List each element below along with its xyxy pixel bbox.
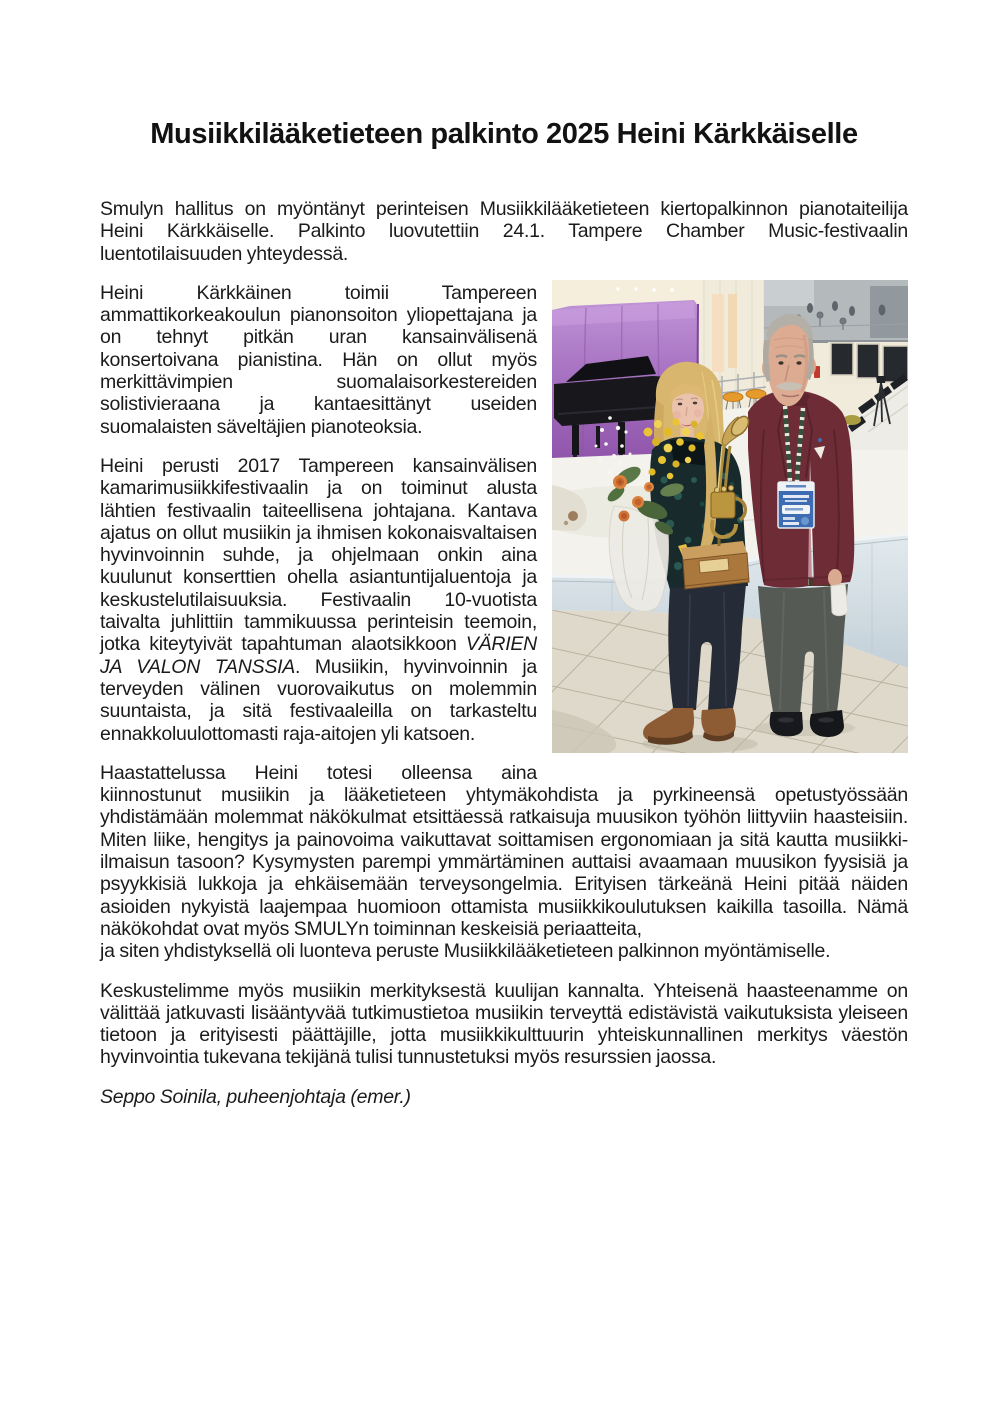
award-photo [552, 280, 908, 753]
bio-paragraph: Heini Kärkkäinen toimii Tampereen ammattikorkeakoulun pianonsoiton yliopettajana ja on tehnyt pitkän uran kansainvälisenä konsertoivana pianistina. Hän on ollut myös merkittävimpien suomalaisorkestereiden solistivieraana ja kantaesittänyt useiden suomalaisten säveltäjien pianoteoksia. [100, 281, 537, 438]
window-panels [814, 342, 908, 384]
festival-subtitle: VÄRIEN JA VALON TANSSIA [100, 633, 537, 678]
festival-tail: . Musiikin, hyvinvoinnin ja terveyden välinen vuorovaikutus on molemmin suuntaista, ja sitä festivaaleilla on tarkasteltu ennakkoluulottomasti raja-aitojen yli katsoen. [100, 655, 538, 745]
interview-main: Haastattelussa Heini totesi olleensa aina kiinnostunut musiikin ja lääketieteen yhtymäkohdista ja pyrkineensä opetustyössään yhdistämään molemmat näkökulmat etsittäessä ratkaisuja muusikon työhön liittyviin haasteisiin. Miten liike, hengitys ja painovoima vaikuttavat soittamisen ergonomiaan ja sitä kautta musiikki-ilmaisun tasoon? Kysymysten parempi ymmärtäminen auttaisi avaamaan muusikon fyysisiä ja psyykkisiä lukkoja ja ehkäisemään terveysongelmia. Erityisen tärkeänä Heini pitää näiden asioiden nykyistä laajempaa huomioon ottamista musiikkikoulutuksen kaikilla tasoilla. Nämä näkökohdat ovat myös SMULYn toiminnan keskeisiä periaatteita, [100, 761, 908, 940]
interview-paragraph [100, 762, 908, 963]
eye [778, 361, 783, 364]
artist-badge [778, 482, 814, 528]
stage-photo-illustration [552, 280, 908, 753]
page-title: Musiikkilääketieteen palkinto 2025 Heini Kärkkäiselle [150, 118, 858, 150]
closing-paragraph: Keskustelimme myös musiikin merkityksestä kuulijan kannalta. Yhteisenä haasteenamme on välittää jatkuvasti lisääntyvää tutkimustietoa musiikin terveyttä edistävistä vaikutuksista yleiseen tietoon ja erityisesti päättäjille, jotta musiikkikulttuurin yhteiskunnallinen merkitys väestön hyvinvointia tukevana tekijänä tulisi tunnustetuksi myös resurssien jaossa. [100, 979, 908, 1069]
festival-lead: Heini perusti 2017 Tampereen kansainvälisen kamarimusiikkifestivaalin ja on toiminut alusta lähtien festivaalin taiteellisena johtajana. Kantava ajatus on ollut musiikin ja ihmisen kokonaisvaltaisen hyvinvoinnin suhde, ja ohjelmaan onkin aina kuulunut konserttien ohella asiantuntijaluentoja ja keskustelutilaisuuksia. Festivaalin 10-vuotista taivalta juhlittiin tammikuussa perinteisin teemoin, jotka kiteytyivät tapahtuman alaotsikkoon [100, 454, 537, 656]
floor-stain [568, 511, 578, 521]
eye [796, 361, 801, 364]
plaque [699, 558, 729, 573]
article-body [100, 198, 908, 1108]
eye [678, 402, 682, 405]
eye [693, 401, 697, 404]
intro-paragraph: Smulyn hallitus on myöntänyt perinteisen Musiikkilääketieteen kiertopalkinnon pianotaiteilija Heini Kärkkäiselle. Palkinto luovutettiin 24.1. Tampere Chamber Music-festivaalin luentotilaisuuden yhteydessä. [100, 198, 908, 265]
lapel-pin [818, 438, 822, 442]
interview-continuation: ja siten yhdistyksellä oli luonteva peruste Musiikkilääketieteen palkinnon myöntämiselle. [100, 940, 831, 963]
signature-line: Seppo Soinila, puheenjohtaja (emer.) [100, 1085, 411, 1108]
